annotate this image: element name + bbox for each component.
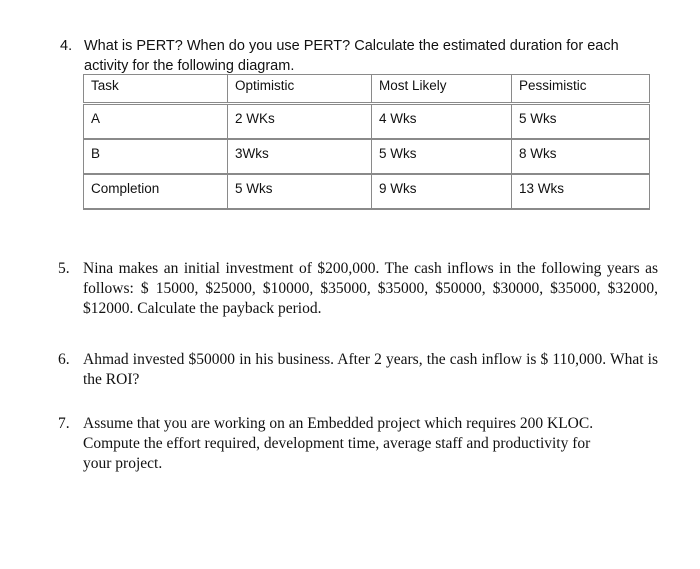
table-cell: B bbox=[84, 139, 228, 174]
question-6 bbox=[58, 350, 658, 390]
question-5 bbox=[58, 259, 658, 319]
table-header-row bbox=[84, 75, 650, 104]
table-cell: Completion bbox=[84, 174, 228, 209]
table-row bbox=[84, 139, 650, 174]
table-cell: 5 Wks bbox=[372, 139, 512, 174]
header-pessimistic: Pessimistic bbox=[512, 75, 650, 104]
table-cell: 5 Wks bbox=[512, 104, 650, 140]
table-cell: 2 WKs bbox=[228, 104, 372, 140]
table-cell: 9 Wks bbox=[372, 174, 512, 209]
question-7-number: 7. bbox=[58, 415, 70, 432]
pert-table bbox=[83, 74, 650, 210]
table-cell: 8 Wks bbox=[512, 139, 650, 174]
table-cell: 5 Wks bbox=[228, 174, 372, 209]
question-4-text: What is PERT? When do you use PERT? Calculate the estimated duration for each activity for the following diagram. bbox=[84, 38, 619, 74]
question-4 bbox=[60, 36, 660, 76]
table-cell: 13 Wks bbox=[512, 174, 650, 209]
question-4-number: 4. bbox=[60, 38, 73, 54]
question-5-number: 5. bbox=[58, 260, 70, 277]
header-optimistic: Optimistic bbox=[228, 75, 372, 104]
table-row bbox=[84, 174, 650, 209]
table-cell: 3Wks bbox=[228, 139, 372, 174]
header-most-likely: Most Likely bbox=[372, 75, 512, 104]
table-cell: 4 Wks bbox=[372, 104, 512, 140]
table-cell: A bbox=[84, 104, 228, 140]
question-7-text: Assume that you are working on an Embedded project which requires 200 KLOC. Compute the effort required, development time, average staff and productivity for your project. bbox=[83, 415, 594, 472]
table-row bbox=[84, 104, 650, 140]
question-6-text: Ahmad invested $50000 in his business. After 2 years, the cash inflow is $ 110,000. What is the ROI? bbox=[83, 351, 658, 388]
question-6-number: 6. bbox=[58, 351, 70, 368]
header-task: Task bbox=[84, 75, 228, 104]
question-7 bbox=[58, 414, 658, 474]
question-5-text: Nina makes an initial investment of $200,000. The cash inflows in the following years as follows: $ 15000, $25000, $10000, $35000, $35000, $50000, $30000, $35000, $32000, $12000. Calculate the payback period. bbox=[83, 260, 658, 317]
